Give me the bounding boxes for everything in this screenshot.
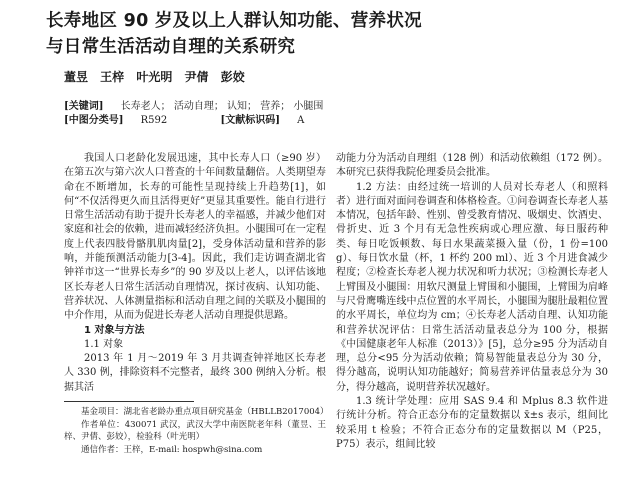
classification-row [64, 114, 594, 128]
article-title [46, 8, 606, 60]
section-heading-methods: 1 对象与方法 [84, 324, 145, 336]
footnote-separator [64, 401, 194, 402]
author-list: 董昱 王梓 叶光明 尹倩 彭姣 [64, 70, 245, 84]
classification-label: [中图分类号] [64, 115, 124, 126]
keywords-list: 长寿老人； 活动自理； 认知； 营养； 小腿围 [120, 101, 324, 112]
document-code-label: [文献标识码] [220, 115, 280, 126]
grouping-paragraph: 动能力分为活动自理组（128 例）和活动依赖组（172 例）。本研究已获得我院伦理委员会批准。 [336, 153, 608, 179]
title-line-1: 长寿地区 90 岁及以上人群认知功能、营养状况 [46, 11, 422, 31]
fund-footnote: 基金项目：湖北省老龄办重点项目研究基金（HBLLB2017004） [81, 407, 329, 418]
objects-paragraph: 2013 年 1 月～2019 年 3 月共调查钟祥地区长寿老人 330 例，排除资料不完整者，最终 300 例纳入分析。根据其活 [64, 353, 326, 393]
methods-paragraph: 1.2 方法：由经过统一培训的人员对长寿老人（和照料者）进行面对面问卷调查和体格检查。①问卷调查长寿老人基本情况，包括年龄、性别、曾受教育情况、吸烟史、饮酒史、骨折史、近 3 个月有无急性疾病或心理应激、每日服药种类、每日吃饭顿数、每日水果蔬菜摄入量（份，1 份=100 g）、每日饮水量（杯，1 杯约 200 ml）、近 3 个月进食减少程度；②检查长寿老人视力状况和听力状况；③检测长寿老人上臂围及小腿围：用软尺测量上臂围和小腿围，上臂围为肩峰与尺骨鹰嘴连线中点位置的水平周长，小腿围为腿肚最粗位置的水平周长，单位均为 cm；④长寿老人活动自理、认知功能和营养状况评估：日常生活活动量表总分为 100 分，根据《中国健康老年人标准（2013）》[5]，总分≥95 分为活动自理，总分<95 分为活动依赖；简易智能量表总分为 30 分，得分越高，说明认知功能越好；简易营养评估量表总分为 30 分，得分越高，说明营养状况越好。 [336, 181, 608, 393]
keywords-label: [关键词] [64, 101, 104, 112]
article-metadata [64, 100, 594, 128]
left-column [64, 152, 329, 456]
keywords-row [64, 100, 594, 114]
subsection-heading-objects: 1.1 对象 [84, 338, 124, 350]
document-code-value: A [297, 115, 305, 126]
intro-paragraph: 我国人口老龄化发展迅速，其中长寿人口（≥90 岁）在第五次与第六次人口普查的十年间数量翻倍。人类期望寿命在不断增加，长寿的可能性呈现持续上升趋势[1]，如何“不仅活得更久而且活得更好”更显其重要性。能自行进行日常生活活动有助于提升长寿老人的幸福感，并减少他们对家庭和社会的依赖，进而减轻经济负担。小腿围可在一定程度上代表四肢骨骼肌肌肉量[2]，受身体活动量和营养的影响，并能预测活动能力[3-4]。因此，我们走访调查湖北省钟祥市这一“世界长寿乡”的 90 岁及以上老人，以评估该地区长寿老人日常生活活动自理情况，探讨夜病、认知功能、营养状况、人体测量指标和活动自理之间的关联及小腿围的中介作用，从而为促进长寿老人活动自理提供思路。 [64, 153, 326, 322]
correspondence-footnote: 通信作者：王梓，E-mail: hospwh@sina.com [81, 444, 263, 455]
title-line-2: 与日常生活活动自理的关系研究 [46, 37, 296, 57]
classification-value: R592 [140, 115, 168, 126]
affiliation-footnote: 作者单位：430071 武汉，武汉大学中南医院老年科（董昱、王梓、尹倩、彭姣），检验科（叶光明） [64, 419, 326, 443]
right-column [336, 152, 608, 452]
statistics-paragraph: 1.3 统计学处理：应用 SAS 9.4 和 Mplus 8.3 软件进行统计分析。符合正态分布的定量数据以 x̄±s 表示，组间比较采用 t 检验；不符合正态分布的定量数据以 M（P25，P75）表示，组间比较 [336, 396, 608, 450]
